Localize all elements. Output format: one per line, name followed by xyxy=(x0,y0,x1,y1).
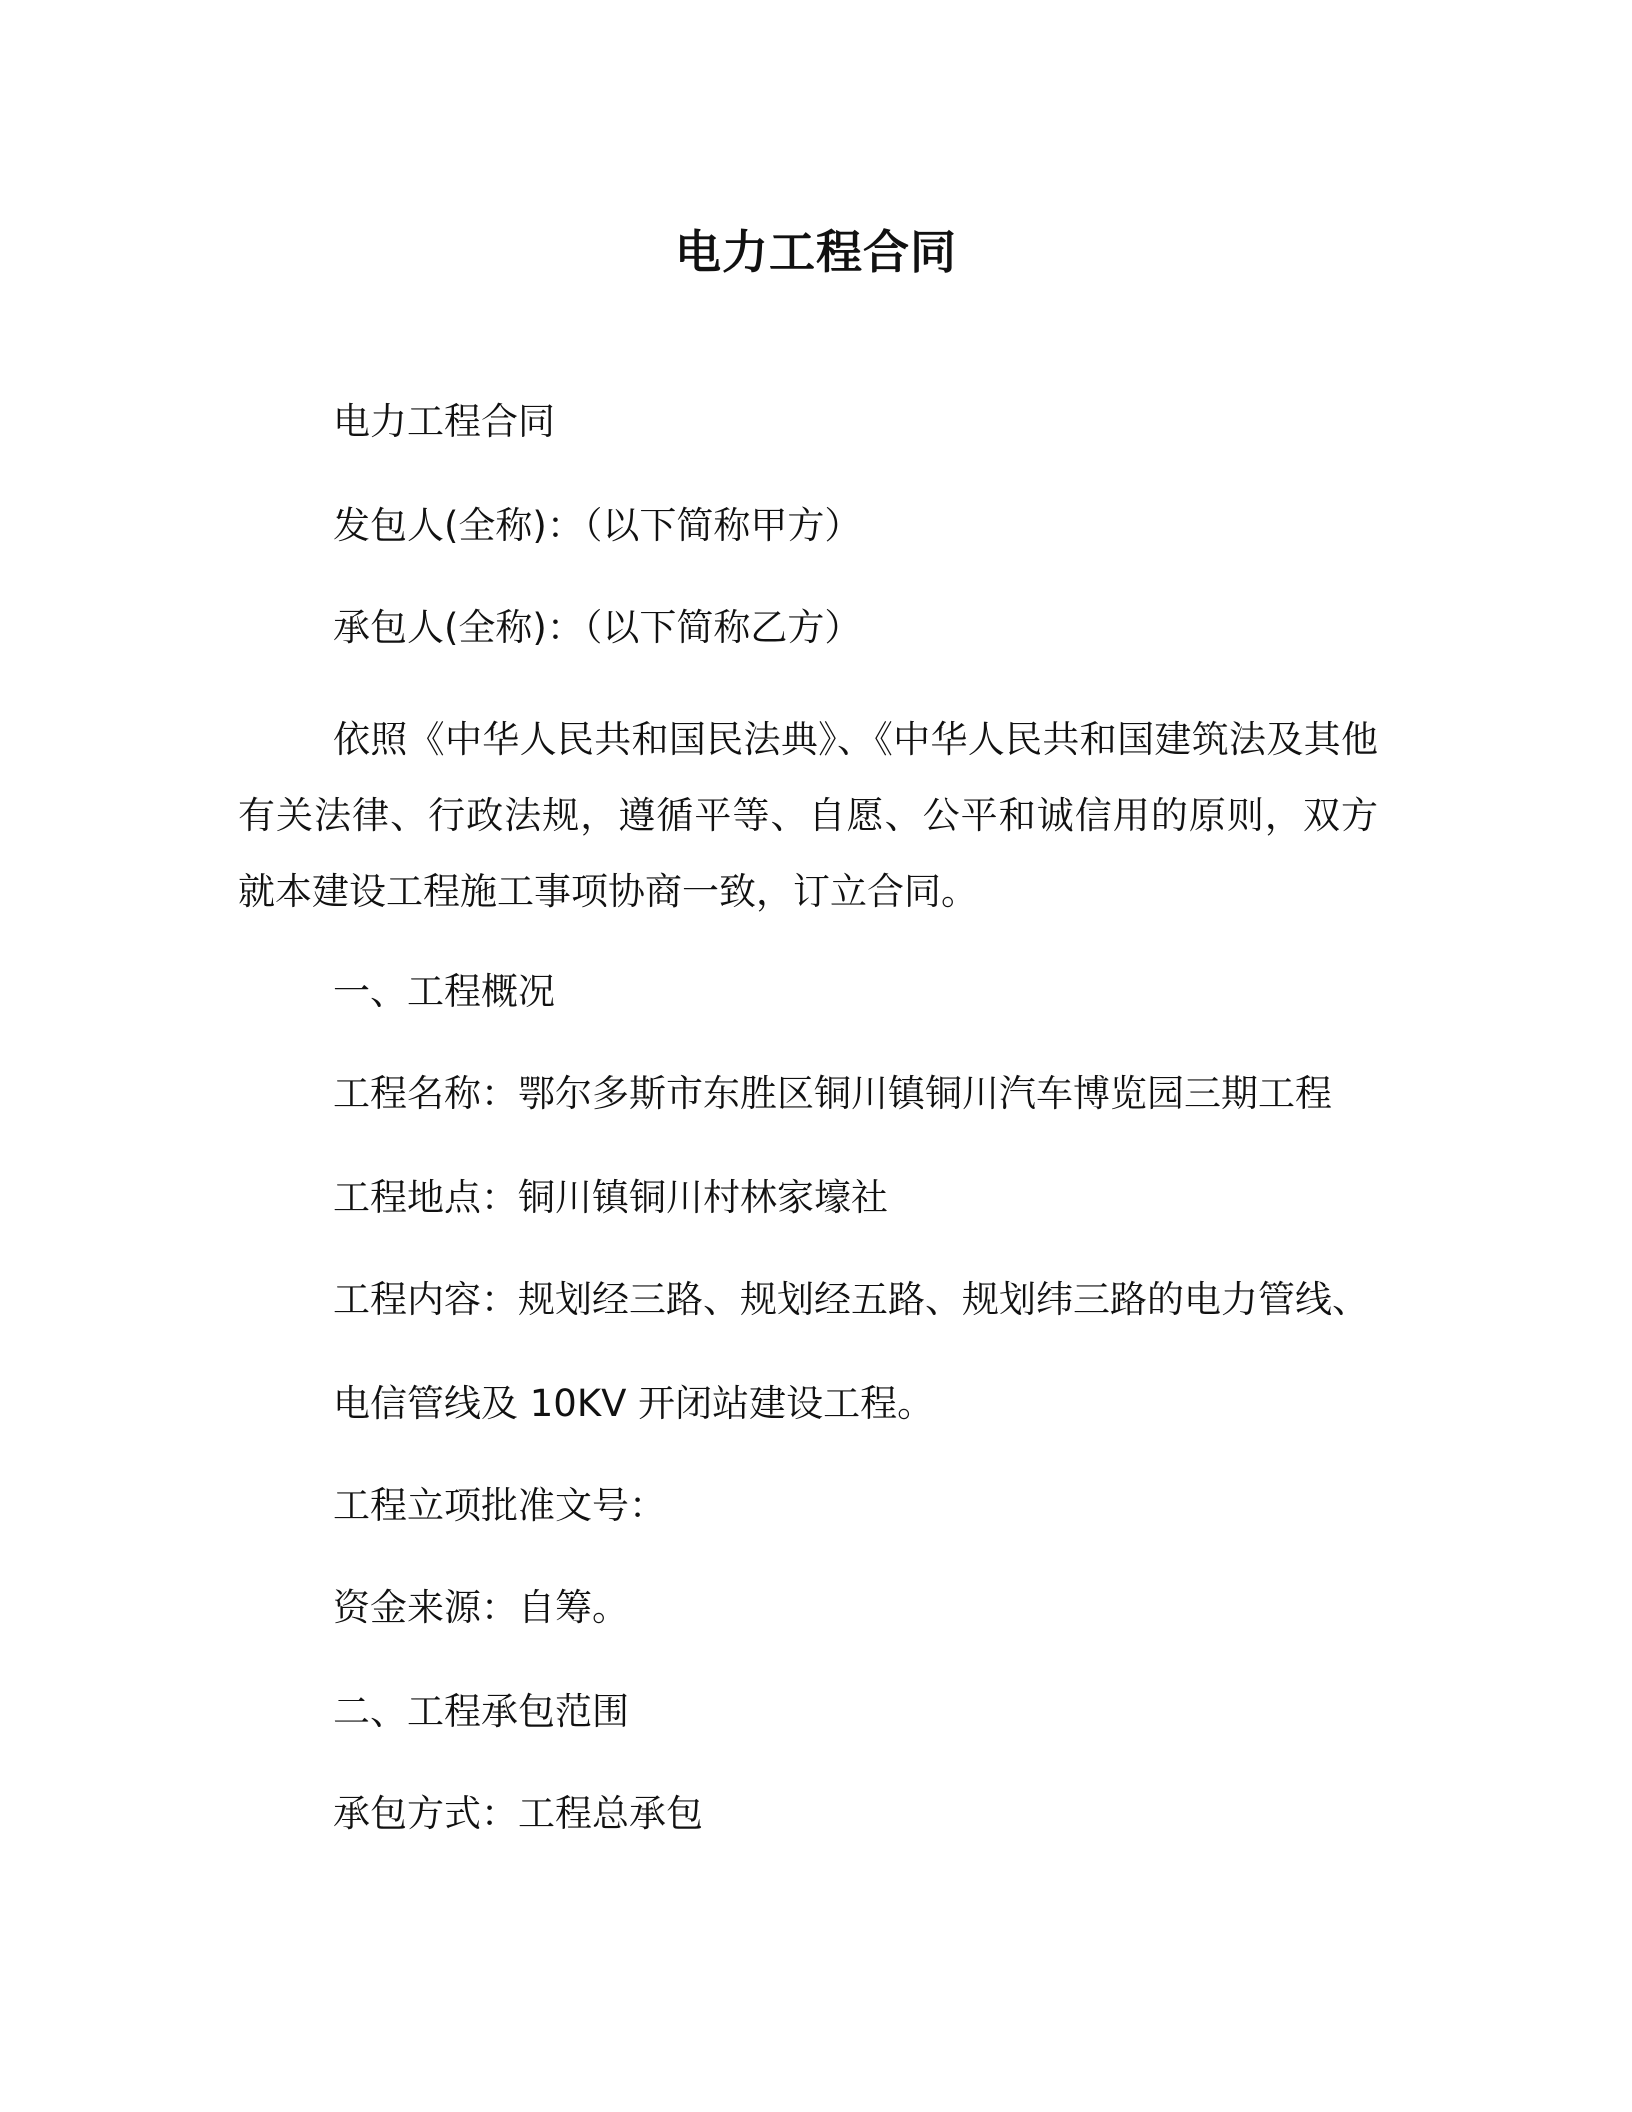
contractor-line: 承包人(全称)：（以下简称乙方） xyxy=(333,606,862,649)
document-title: 电力工程合同 xyxy=(675,225,957,279)
project-content-line-2: 电信管线及 10KV 开闭站建设工程。 xyxy=(333,1382,935,1425)
project-location-line: 工程地点：铜川镇铜川村林家壕社 xyxy=(333,1176,888,1219)
funding-source-line: 资金来源：自筹。 xyxy=(333,1586,629,1629)
contract-method-line: 承包方式：工程总承包 xyxy=(333,1792,703,1835)
section-2-heading: 二、工程承包范围 xyxy=(333,1690,629,1733)
project-content-line-1: 工程内容：规划经三路、规划经五路、规划纬三路的电力管线、 xyxy=(333,1278,1369,1321)
employer-line: 发包人(全称)：（以下简称甲方） xyxy=(333,504,862,547)
section-1-heading: 一、工程概况 xyxy=(333,970,555,1013)
approval-number-line: 工程立项批准文号： xyxy=(333,1484,666,1527)
subtitle-line: 电力工程合同 xyxy=(333,400,555,443)
project-name-line: 工程名称：鄂尔多斯市东胜区铜川镇铜川汽车博览园三期工程 xyxy=(333,1072,1332,1115)
preamble-paragraph: 依照《中华人民共和国民法典》、《中华人民共和国建筑法及其他有关法律、行政法规，遵循平等、自愿、公平和诚信用的原则，双方就本建设工程施工事项协商一致，订立合同。 xyxy=(238,718,1378,913)
